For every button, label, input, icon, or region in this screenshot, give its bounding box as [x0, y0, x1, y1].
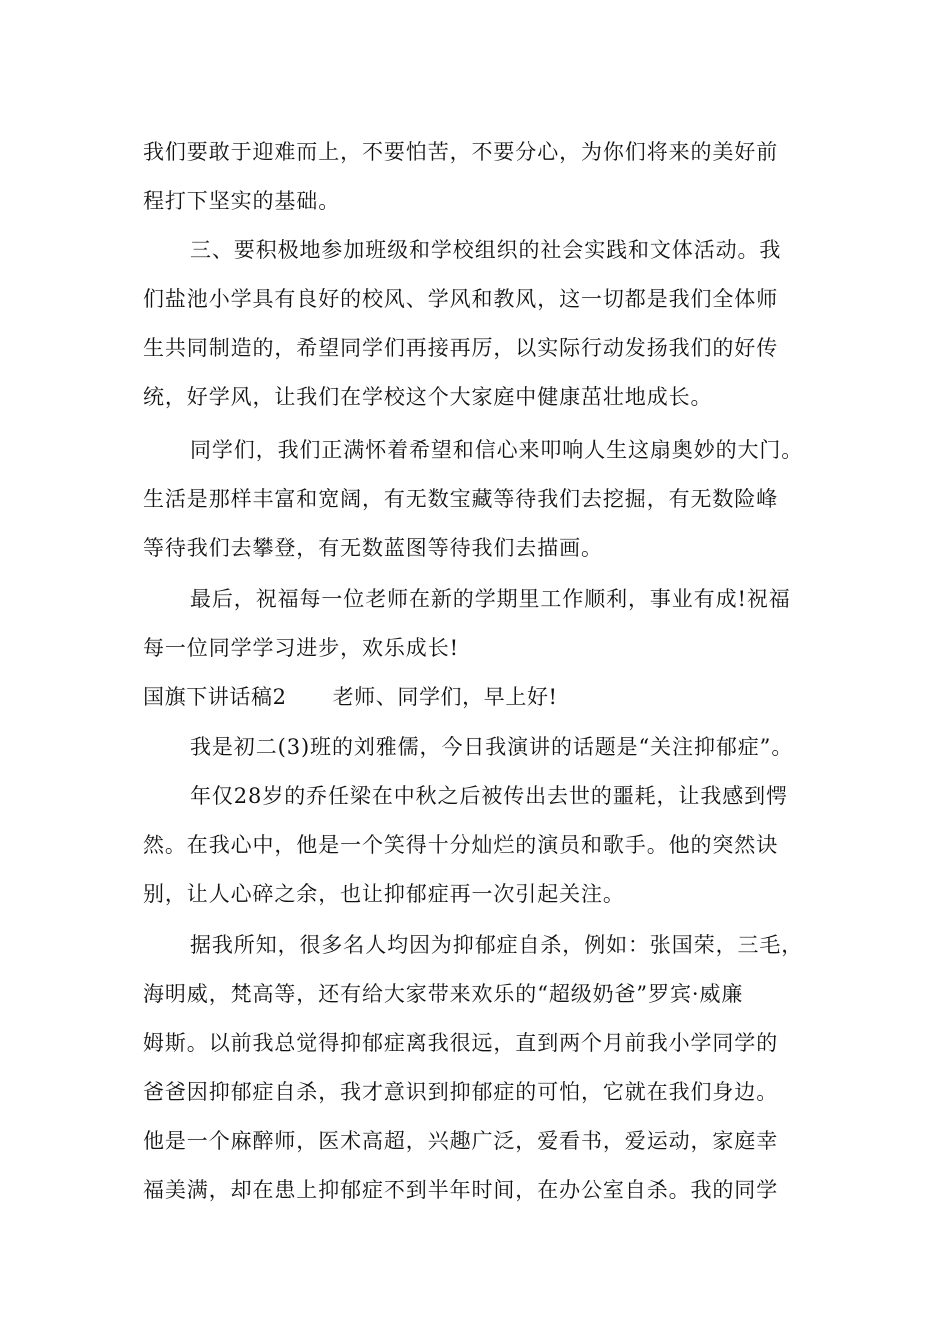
text-line: 别，让人心碎之余，也让抑郁症再一次引起关注。: [143, 882, 625, 906]
paragraph-start-line: 三、要积极地参加班级和学校组织的社会实践和文体活动。我: [190, 238, 782, 262]
text-line: 们盐池小学具有良好的校风、学风和教风，这一切都是我们全体师: [143, 287, 779, 311]
paragraph-start-line: 年仅28岁的乔任梁在中秋之后被传出去世的噩耗，让我感到愕: [190, 784, 788, 808]
text-line: 等待我们去攀登，有无数蓝图等待我们去描画。: [143, 536, 603, 560]
greeting-text: 老师、同学们，早上好!: [332, 685, 558, 709]
section-title: 国旗下讲话稿2: [143, 685, 287, 709]
paragraph-start-line: 我是初二(3)班的刘雅儒，今日我演讲的话题是“关注抑郁症”。: [190, 735, 794, 759]
text-line: 爸爸因抑郁症自杀，我才意识到抑郁症的可怕，它就在我们身边。: [143, 1080, 779, 1104]
text-line: 海明威，梵高等，还有给大家带来欢乐的“超级奶爸”罗宾·威廉: [143, 982, 744, 1006]
text-line: 生活是那样丰富和宽阔，有无数宝藏等待我们去挖掘，有无数险峰: [143, 487, 779, 511]
text-line: 然。在我心中，他是一个笑得十分灿烂的演员和歌手。他的突然诀: [143, 833, 779, 857]
paragraph-start-line: 同学们，我们正满怀着希望和信心来叩响人生这扇奥妙的大门。: [190, 438, 804, 462]
paragraph-start-line: 最后，祝福每一位老师在新的学期里工作顺利，事业有成!祝福: [190, 587, 791, 611]
text-line: 我们要敢于迎难而上，不要怕苦，不要分心，为你们将来的美好前: [143, 140, 779, 164]
paragraph-start-line: 据我所知，很多名人均因为抑郁症自杀，例如：张国荣，三毛，: [190, 933, 804, 957]
text-line: 他是一个麻醉师，医术高超，兴趣广泛，爱看书，爱运动，家庭幸: [143, 1129, 779, 1153]
text-line: 姆斯。以前我总觉得抑郁症离我很远，直到两个月前我小学同学的: [143, 1031, 779, 1055]
text-line: 每一位同学学习进步，欢乐成长!: [143, 636, 459, 660]
text-line: 生共同制造的，希望同学们再接再厉，以实际行动发扬我们的好传: [143, 336, 779, 360]
text-line: 程打下坚实的基础。: [143, 189, 341, 213]
section-heading-line: [143, 683, 558, 711]
text-line: 福美满，却在患上抑郁症不到半年时间，在办公室自杀。我的同学: [143, 1178, 779, 1202]
text-line: 统，好学风，让我们在学校这个大家庭中健康茁壮地成长。: [143, 385, 713, 409]
